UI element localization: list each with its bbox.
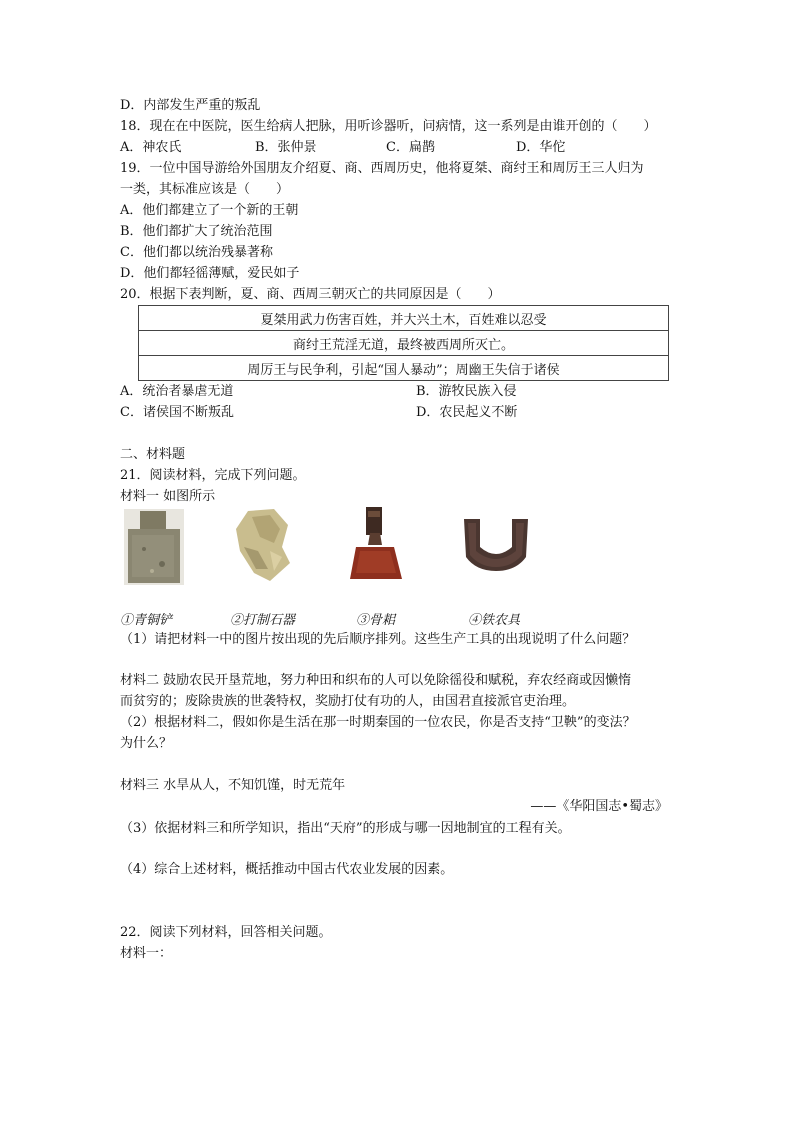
q19-option-a: A．他们都建立了一个新的王朝 xyxy=(120,203,299,218)
caption-bronze-spade: ①青铜铲 xyxy=(120,613,173,628)
q21-stem: 21．阅读材料，完成下列问题。 xyxy=(120,468,306,483)
q21-sub2-line2: 为什么？ xyxy=(120,736,173,751)
caption-iron-tool: ④铁农具 xyxy=(468,613,521,628)
table-row xyxy=(139,356,669,381)
table-row xyxy=(139,331,669,356)
q21-sub3: （3）依据材料三和所学知识，指出“天府”的形成与哪一因地制宜的工程有关。 xyxy=(120,821,571,836)
table-cell: 夏桀用武力伤害百姓，并大兴土木，百姓难以忍受 xyxy=(139,306,669,331)
q20-stem: 20．根据下表判断，夏、商、西周三朝灭亡的共同原因是（ ） xyxy=(120,287,501,302)
q18-option-b: B．张仲景 xyxy=(255,140,317,155)
iron-tool-image xyxy=(460,513,532,575)
stone-tool-image xyxy=(230,507,296,583)
q20-table xyxy=(138,305,669,381)
table-cell: 周厉王与民争利，引起“国人暴动”；周幽王失信于诸侯 xyxy=(139,356,669,381)
q20-option-c: C．诸侯国不断叛乱 xyxy=(120,405,234,420)
bronze-spade-image xyxy=(124,509,184,585)
table-row xyxy=(139,306,669,331)
section2-title: 二、材料题 xyxy=(120,447,186,462)
q21-material3: 材料三 水旱从人，不知饥馑，时无荒年 xyxy=(120,778,346,793)
q19-option-d: D．他们都轻徭薄赋，爱民如子 xyxy=(120,266,300,281)
q20-option-d: D．农民起义不断 xyxy=(416,405,518,420)
q19-option-c: C．他们都以统治残暴著称 xyxy=(120,245,273,260)
q21-material2-line2: 而贫穷的；废除贵族的世袭特权，奖励打仗有功的人，由国君直接派官吏治理。 xyxy=(120,694,576,709)
q21-sub1: （1）请把材料一中的图片按出现的先后顺序排列。这些生产工具的出现说明了什么问题？ xyxy=(120,632,636,647)
q21-sub2-line1: （2）根据材料二，假如你是生活在那一时期秦国的一位农民，你是否支持“卫鞅”的变法？ xyxy=(120,715,636,730)
q21-material1-label: 材料一 如图所示 xyxy=(120,489,216,504)
q19-stem-line1: 19．一位中国导游给外国朋友介绍夏、商、西周历史，他将夏桀、商纣王和周厉王三人归为 xyxy=(120,161,644,176)
q18-stem: 18．现在在中医院，医生给病人把脉，用听诊器听，问病情，这一系列是由谁开创的（ ） xyxy=(120,119,657,134)
q21-material2-line1: 材料二 鼓励农民开垦荒地，努力种田和织布的人可以免除徭役和赋税，弃农经商或因懒惰 xyxy=(120,673,632,688)
q20-option-b: B．游牧民族入侵 xyxy=(416,384,517,399)
caption-bone-spade: ③骨耜 xyxy=(356,613,396,628)
caption-stone-tool: ②打制石器 xyxy=(230,613,296,628)
table-cell: 商纣王荒淫无道，最终被西周所灭亡。 xyxy=(139,331,669,356)
bone-spade-image xyxy=(346,505,406,585)
q21-figures xyxy=(120,505,680,630)
q18-option-a: A．神农氏 xyxy=(120,140,182,155)
q21-sub4: （4）综合上述材料，概括推动中国古代农业发展的因素。 xyxy=(120,862,454,877)
q18-option-d: D．华佗 xyxy=(516,140,566,155)
q18-option-c: C．扁鹊 xyxy=(386,140,435,155)
q22-stem: 22．阅读下列材料，回答相关问题。 xyxy=(120,925,332,940)
q20-option-a: A．统治者暴虐无道 xyxy=(120,384,234,399)
q19-option-b: B．他们都扩大了统治范围 xyxy=(120,224,273,239)
q17-option-d: D．内部发生严重的叛乱 xyxy=(120,98,261,113)
q19-stem-line2: 一类，其标准应该是（ ） xyxy=(120,182,290,197)
q21-material3-source: ——《华阳国志•蜀志》 xyxy=(530,799,668,814)
q22-material1-label: 材料一： xyxy=(120,946,173,961)
